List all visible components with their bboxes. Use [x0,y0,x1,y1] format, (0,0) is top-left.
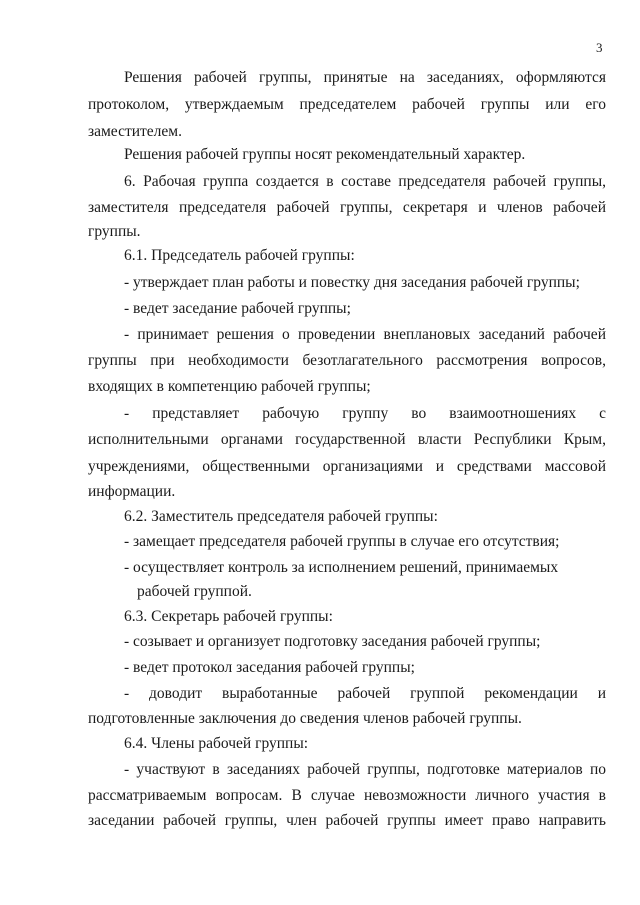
text-line: информации. [88,483,176,500]
list-item: - осуществляет контроль за исполнением решений, принимаемых [124,559,559,576]
text-line: протоколом, утверждаемым председателем рабочей группы или его [88,96,606,113]
list-item: - замещает председателя рабочей группы в случае его отсутствия; [124,533,560,550]
list-item: - утверждает план работы и повестку дня заседания рабочей группы; [124,274,580,291]
text-line: рассматриваемым вопросам. В случае невозможности личного участия в [88,787,606,804]
list-item: - доводит выработанные рабочей группой рекомендации и [124,685,606,702]
list-item: - принимает решения о проведении внеплановых заседаний рабочей [124,326,606,343]
text-line: рабочей группой. [137,583,252,600]
text-line: учреждениями, общественными организациями и средствами массовой [88,458,606,475]
section-heading: 6.3. Секретарь рабочей группы: [124,608,333,625]
section-heading: 6.4. Члены рабочей группы: [124,735,309,752]
text-line: заместителем. [88,123,182,140]
text-line: 6. Рабочая группа создается в составе председателя рабочей группы, [124,173,606,190]
list-item: - созывает и организует подготовку заседания рабочей группы; [124,633,541,650]
list-item: - представляет рабочую группу во взаимоотношениях с [124,405,606,422]
text-line: входящих в компетенцию рабочей группы; [88,378,371,395]
page-number: 3 [596,40,603,55]
text-line: Решения рабочей группы носят рекомендательный характер. [124,146,526,163]
text-line: заседании рабочей группы, член рабочей группы имеет право направить [88,812,606,829]
text-line: заместителя председателя рабочей группы, секретаря и членов рабочей [88,199,606,216]
text-line: Решения рабочей группы, принятые на заседаниях, оформляются [124,69,606,86]
text-line: подготовленные заключения до сведения членов рабочей группы. [88,710,522,727]
list-item: - ведет заседание рабочей группы; [124,300,351,317]
text-line: группы. [88,223,141,240]
text-line: группы при необходимости безотлагательного рассмотрения вопросов, [88,352,606,369]
section-heading: 6.1. Председатель рабочей группы: [124,247,355,264]
text-line: исполнительными органами государственной власти Республики Крым, [88,431,606,448]
list-item: - ведет протокол заседания рабочей группы; [124,659,415,676]
section-heading: 6.2. Заместитель председателя рабочей группы: [124,508,438,525]
list-item: - участвуют в заседаниях рабочей группы, подготовке материалов по [124,761,606,778]
